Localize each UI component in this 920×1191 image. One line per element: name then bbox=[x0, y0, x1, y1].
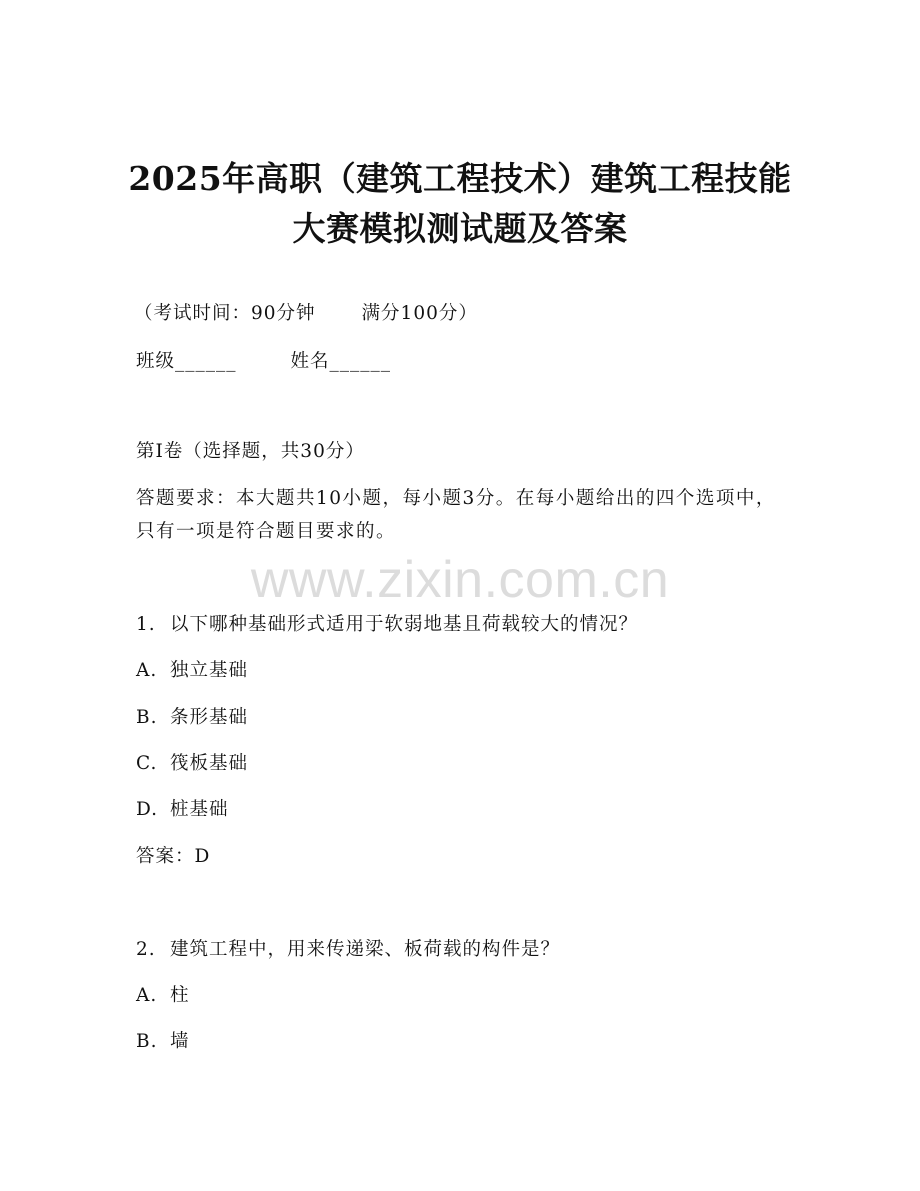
option-text: 条形基础 bbox=[170, 707, 249, 728]
document-title-line-1: 2025年高职（建筑工程技术）建筑工程技能 bbox=[128, 159, 792, 198]
option-1c bbox=[136, 752, 248, 776]
question-2 bbox=[136, 938, 560, 962]
question-1 bbox=[136, 613, 638, 637]
option-2a bbox=[136, 984, 190, 1008]
class-label: 班级______ bbox=[136, 351, 237, 372]
instructions: 答题要求：本大题共10小题，每小题3分。在每小题给出的四个选项中，只有一项是符合题目要求的。 bbox=[136, 488, 776, 542]
question-number: 1. bbox=[136, 614, 156, 635]
document-title-line-2: 大赛模拟测试题及答案 bbox=[292, 209, 628, 248]
option-text: 独立基础 bbox=[170, 660, 249, 681]
question-number: 2. bbox=[136, 939, 156, 960]
watermark: www.zixin.com.cn bbox=[250, 551, 670, 609]
option-letter: A. bbox=[136, 660, 158, 681]
name-label: 姓名______ bbox=[290, 351, 392, 372]
option-2b bbox=[136, 1030, 190, 1054]
option-1a bbox=[136, 659, 248, 683]
question-text: 以下哪种基础形式适用于软弱地基且荷载较大的情况？ bbox=[170, 614, 639, 635]
option-letter: D. bbox=[136, 799, 159, 820]
option-text: 墙 bbox=[170, 1031, 190, 1052]
option-text: 柱 bbox=[170, 985, 190, 1006]
section-title: 第I卷（选择题，共30分） bbox=[136, 441, 365, 462]
option-text: 桩基础 bbox=[170, 799, 229, 820]
option-1d bbox=[136, 798, 229, 822]
student-info-line bbox=[136, 350, 391, 374]
option-letter: B. bbox=[136, 707, 158, 728]
question-text: 建筑工程中，用来传递梁、板荷载的构件是？ bbox=[170, 939, 561, 960]
option-letter: C. bbox=[136, 753, 158, 774]
option-1b bbox=[136, 706, 248, 730]
option-letter: B. bbox=[136, 1031, 158, 1052]
exam-time: （考试时间：90分钟 bbox=[134, 303, 316, 324]
full-score: 满分100分） bbox=[361, 303, 478, 324]
answer-1: 答案：D bbox=[136, 846, 211, 867]
option-text: 筏板基础 bbox=[170, 753, 249, 774]
option-letter: A. bbox=[136, 985, 158, 1006]
exam-info-line bbox=[134, 302, 478, 326]
